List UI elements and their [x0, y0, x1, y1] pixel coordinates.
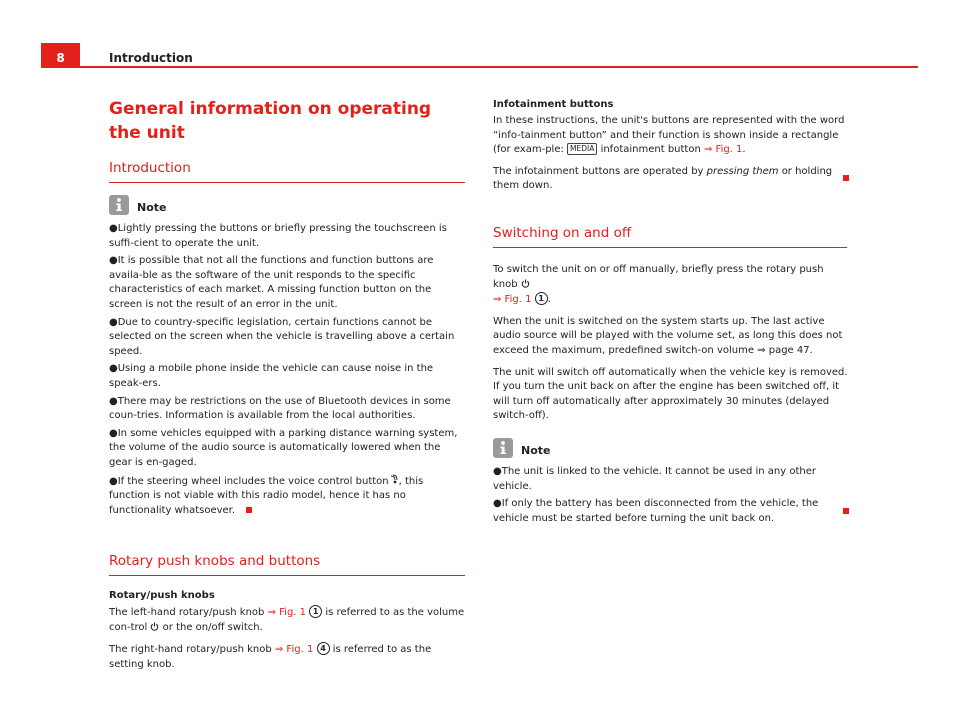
note-item: ●It is possible that not all the functions and function buttons are availa-ble as the software of the unit responds to the specific characteristics of each market. A missing function button on the screen is not the result of an error in the unit. [109, 255, 434, 310]
note-item: ●Lightly pressing the buttons or briefly pressing the touchscreen is suffi-cient to operate the unit. [109, 223, 447, 249]
end-marker [843, 508, 849, 514]
note-title: Note [521, 443, 551, 457]
right-column [493, 98, 849, 526]
end-marker [843, 175, 849, 181]
left-column [109, 97, 465, 673]
end-marker [246, 507, 252, 513]
infotainment-heading: Infotainment buttons [493, 99, 614, 110]
note-item: ●The unit is linked to the vehicle. It cannot be used in any other vehicle. [493, 465, 816, 492]
fig-link[interactable]: ⇒ Fig. 1 [493, 294, 532, 306]
note-item: ●If the steering wheel includes the voice control button , this function is not viable with this radio model, hence it has no functionality whatsoever. [109, 475, 424, 516]
info-icon [109, 195, 129, 215]
note-item: ●In some vehicles equipped with a parking distance warning system, the volume of the audio source is automatically lowered when the gear is en-gaged. [109, 427, 458, 468]
fig-link[interactable]: ⇒ Fig. 1 [274, 644, 314, 656]
power-icon [521, 279, 530, 288]
callout-1: 1 [309, 605, 322, 618]
intro-heading: Introduction [109, 159, 465, 183]
rotary-heading: Rotary push knobs and buttons [109, 552, 465, 576]
fig-link[interactable]: ⇒ Fig. 1 [267, 607, 307, 619]
infotainment-paragraph-1: In these instructions, the unit's buttons are represented with the word “info-tainment button” and their function is shown inside a rectangle (for exam-ple: MEDIA infotainment button ⇒ Fig. 1. [493, 115, 845, 156]
fig-link[interactable]: ⇒ Fig. 1 [703, 144, 743, 156]
note-header [493, 438, 849, 458]
rotary-paragraph-1: The left-hand rotary/push knob ⇒ Fig. 1 1 is referred to as the volume con-trol or the on/off switch. [109, 607, 465, 633]
rotary-subheading: Rotary/push knobs [109, 590, 215, 602]
power-icon [150, 622, 159, 631]
callout-4: 4 [317, 642, 330, 655]
switching-paragraph-3: The unit will switch off automatically when the vehicle key is removed. If you turn the unit back on after the engine has been switched off, it will turn off automatically after approximately 30 minutes (delayed switch-off). [493, 366, 848, 422]
running-header: Introduction [109, 51, 193, 65]
page-number: 8 [41, 43, 80, 68]
note-item: ●Using a mobile phone inside the vehicle can cause noise in the speak-ers. [109, 363, 434, 389]
voice-control-icon [389, 474, 399, 484]
note-item: ●Due to country-specific legislation, certain functions cannot be selected on the screen when the vehicle is travelling above a certain speed. [109, 316, 455, 357]
note-header [109, 195, 465, 215]
infotainment-paragraph-2: The infotainment buttons are operated by pressing them or holding them down. [493, 165, 849, 194]
header-rule [80, 66, 918, 68]
switching-paragraph-2: When the unit is switched on the system starts up. The last active audio source will be played with the volume set, as long this does not exceed the maximum, predefined switch-on volume ⇒ page 47. [493, 315, 843, 356]
note-title: Note [137, 201, 167, 214]
media-button-label: MEDIA [567, 143, 597, 155]
callout-1: 1 [535, 292, 548, 305]
info-icon [493, 438, 513, 458]
rotary-paragraph-2: The right-hand rotary/push knob ⇒ Fig. 1 4 is referred to as the setting knob. [109, 644, 432, 671]
switching-heading: Switching on and off [493, 224, 847, 248]
switching-paragraph-1: To switch the unit on or off manually, briefly press the rotary push knob ⇒ Fig. 1 1 . [493, 263, 824, 306]
note-item: ●There may be restrictions on the use of Bluetooth devices in some coun-tries. Information is available from the local authorities. [109, 395, 451, 422]
page-title: General information on operating the unit [109, 99, 432, 143]
note-item: ●If only the battery has been disconnected from the vehicle, the vehicle must be started before turning the unit back on. [493, 497, 849, 526]
